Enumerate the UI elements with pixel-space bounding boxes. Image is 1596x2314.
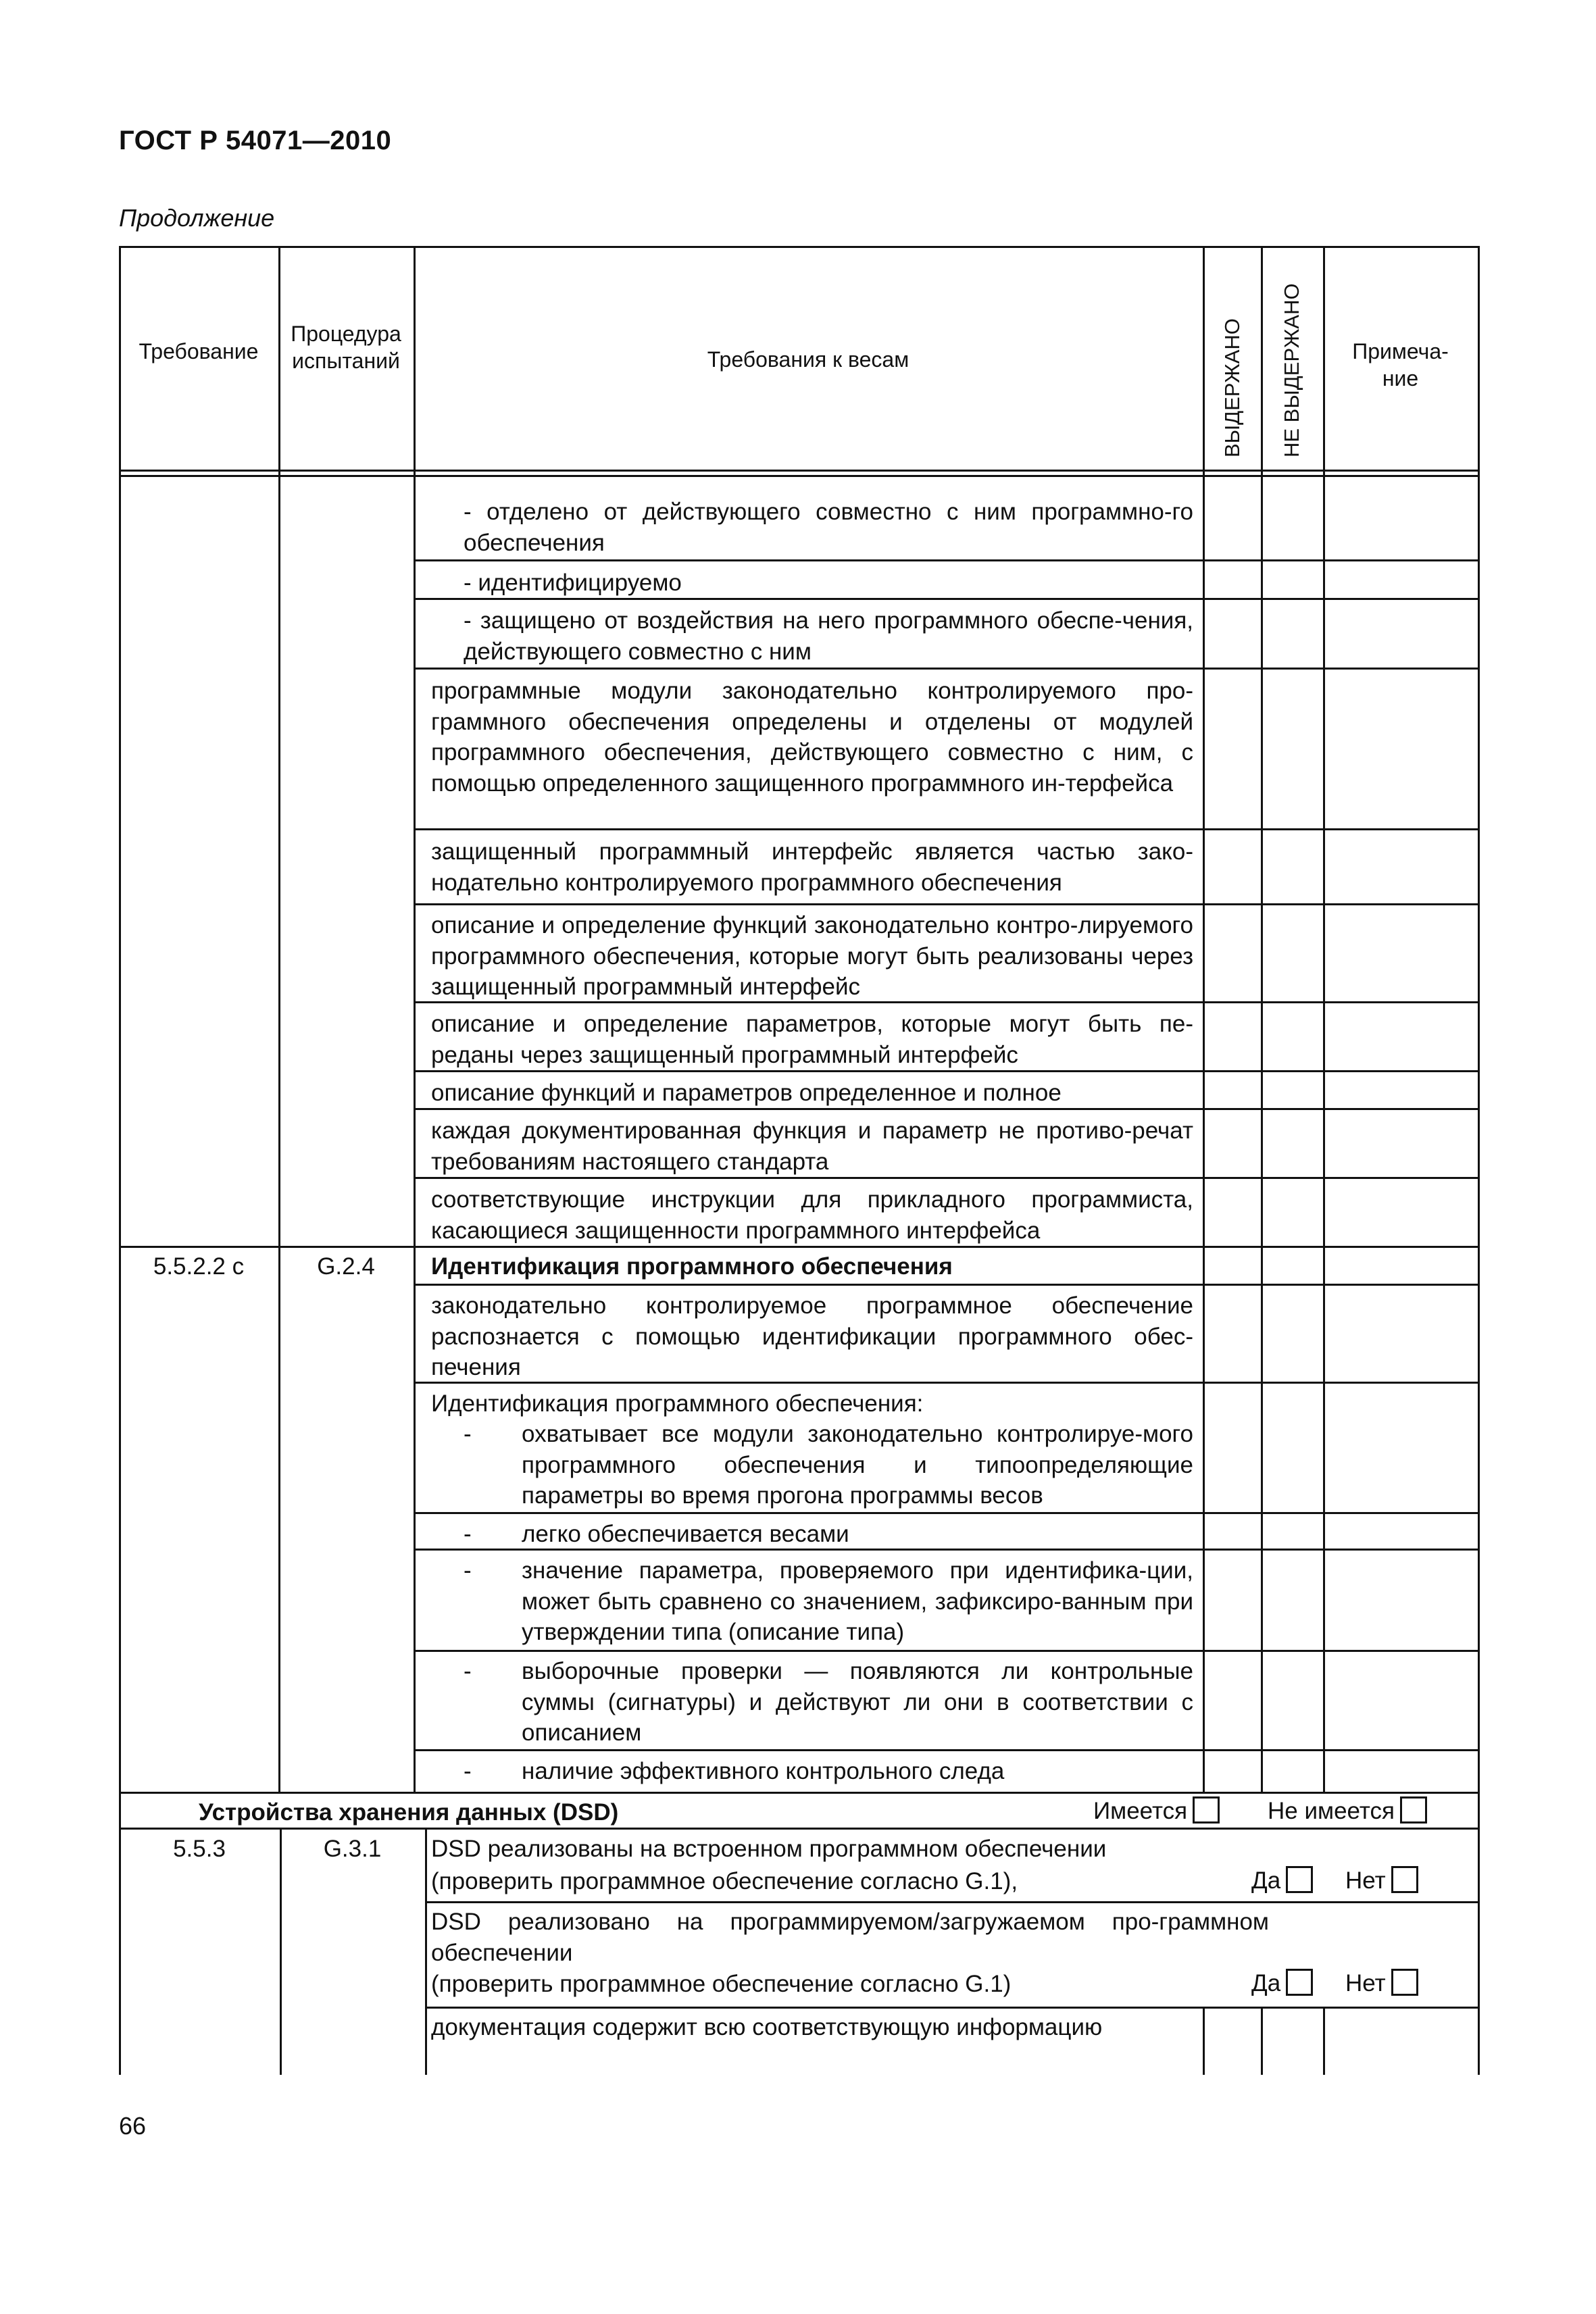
yes-option[interactable] bbox=[1251, 1969, 1313, 1997]
requirement-text: - отделено от действующего совместно с ним программно-го обеспечения bbox=[464, 499, 1193, 556]
row-rule bbox=[414, 559, 1480, 561]
row-rule bbox=[414, 1749, 1480, 1751]
row-rule bbox=[425, 2007, 1480, 2009]
dsd-have-checkbox[interactable] bbox=[1193, 1796, 1220, 1823]
requirement-text: охватывает все модули законодательно контролируе-мого программного обеспечения и типоопределяющие параметры во время прогона программы весов bbox=[522, 1421, 1193, 1509]
section-title: Идентификация программного обеспечения bbox=[431, 1253, 953, 1280]
dsd-have-option[interactable] bbox=[1093, 1796, 1220, 1825]
dsd-not-have-label: Не имеется bbox=[1268, 1798, 1395, 1824]
row-rule bbox=[414, 828, 1480, 830]
col-header-note-line2: ние bbox=[1382, 366, 1419, 391]
row-rule bbox=[414, 1070, 1480, 1072]
requirement-text: соответствующие инструкции для прикладного программиста, касающиеся защищенности программного интерфейса bbox=[431, 1186, 1193, 1244]
no-option[interactable] bbox=[1345, 1969, 1418, 1997]
requirement-text: (проверить программное обеспечение согласно G.1), bbox=[431, 1868, 1018, 1894]
requirement-text: защищенный программный интерфейс является частью зако-нодательно контролируемого программного обеспечения bbox=[431, 838, 1193, 896]
yes-label: Да bbox=[1251, 1867, 1281, 1894]
dsd-section-title: Устройства хранения данных (DSD) bbox=[199, 1799, 619, 1826]
no-option[interactable] bbox=[1345, 1866, 1418, 1894]
requirement-text: Идентификация программного обеспечения: bbox=[431, 1390, 924, 1417]
procedure-number: G.2.4 bbox=[317, 1253, 375, 1280]
row-rule bbox=[119, 1828, 1480, 1830]
no-label: Нет bbox=[1345, 1970, 1386, 1996]
requirement-text: - идентифицируемо bbox=[464, 570, 682, 596]
row-rule bbox=[414, 1650, 1480, 1652]
col-header-requirement: Требование bbox=[139, 339, 259, 363]
requirement-text: DSD реализованы на встроенном программном обеспечении bbox=[431, 1836, 1107, 1862]
requirement-number: 5.5.3 bbox=[173, 1836, 226, 1862]
header-rule-2 bbox=[119, 475, 1480, 477]
row-rule bbox=[425, 1901, 1480, 1903]
yes-checkbox[interactable] bbox=[1286, 1969, 1313, 1996]
col-header-procedure-line2: испытаний bbox=[292, 349, 400, 373]
row-rule bbox=[414, 668, 1480, 670]
col-divider-1 bbox=[278, 246, 280, 1792]
col-divider-3b bbox=[1203, 2008, 1205, 2075]
yes-checkbox[interactable] bbox=[1286, 1866, 1313, 1893]
col-header-scale-requirements: Требования к весам bbox=[707, 347, 909, 372]
col-divider-2b bbox=[425, 1828, 427, 2075]
col-divider-5 bbox=[1323, 246, 1325, 1792]
dsd-not-have-option[interactable] bbox=[1268, 1796, 1427, 1825]
dash-mark: - bbox=[464, 1421, 472, 1447]
yes-option[interactable] bbox=[1251, 1866, 1313, 1894]
requirement-text: (проверить программное обеспечение согласно G.1) bbox=[431, 1971, 1012, 1997]
dsd-not-have-checkbox[interactable] bbox=[1400, 1796, 1427, 1823]
col-header-procedure bbox=[278, 320, 414, 374]
requirement-text: документация содержит всю соответствующую информацию bbox=[431, 2014, 1103, 2040]
row-rule bbox=[414, 1512, 1480, 1514]
col-divider-1b bbox=[280, 1828, 282, 2075]
col-header-passed: ВЫДЕРЖАНО bbox=[1220, 318, 1244, 457]
col-divider-4 bbox=[1261, 246, 1263, 1792]
col-header-not-passed: НЕ ВЫДЕРЖАНО bbox=[1280, 283, 1303, 457]
requirement-text: каждая документированная функция и параметр не противо-речат требованиям настоящего стандарта bbox=[431, 1117, 1193, 1175]
requirement-text: описание и определение функций законодательно контро-лируемого программного обеспечения, которые могут быть реализованы через защищенный программный интерфейс bbox=[431, 912, 1193, 1000]
col-divider-2 bbox=[414, 246, 416, 1792]
requirement-text: выборочные проверки — появляются ли контрольные суммы (сигнатуры) и действуют ли они в соответствии с описанием bbox=[522, 1658, 1193, 1746]
col-divider-3 bbox=[1203, 246, 1205, 1792]
col-divider-5b bbox=[1323, 2008, 1325, 2075]
dash-mark: - bbox=[464, 1758, 472, 1784]
no-checkbox[interactable] bbox=[1391, 1969, 1418, 1996]
header-rule-1 bbox=[119, 470, 1480, 472]
col-divider-4b bbox=[1261, 2008, 1263, 2075]
col-header-note-line1: Примеча- bbox=[1352, 339, 1449, 363]
doc-title: ГОСТ Р 54071—2010 bbox=[119, 126, 392, 155]
dash-mark: - bbox=[464, 1557, 472, 1584]
col-header-procedure-line1: Процедура bbox=[291, 322, 401, 346]
row-rule bbox=[414, 1177, 1480, 1179]
requirement-text: программные модули законодательно контролируемого про-граммного обеспечения определены и отделены от модулей программного обеспечения, действующего совместно с ним, с помощью определенного защищенного программного ин-терфейса bbox=[431, 678, 1193, 797]
dash-mark: - bbox=[464, 1521, 472, 1547]
dsd-have-label: Имеется bbox=[1093, 1798, 1188, 1824]
yes-label: Да bbox=[1251, 1970, 1281, 1996]
col-header-note bbox=[1323, 338, 1478, 392]
requirement-text: значение параметра, проверяемого при идентифика-ции, может быть сравнено со значением, зафиксиро-ванным при утверждении типа (описание типа) bbox=[522, 1557, 1193, 1645]
requirement-text: легко обеспечивается весами bbox=[522, 1521, 849, 1547]
row-rule bbox=[119, 1246, 1480, 1248]
requirement-text: наличие эффективного контрольного следа bbox=[522, 1758, 1005, 1784]
requirement-text: описание и определение параметров, которые могут быть пе-реданы через защищенный программный интерфейс bbox=[431, 1011, 1193, 1068]
requirements-table bbox=[119, 246, 1480, 2075]
requirement-text: описание функций и параметров определенное и полное bbox=[431, 1080, 1062, 1106]
requirement-number: 5.5.2.2 c bbox=[153, 1253, 245, 1280]
dash-mark: - bbox=[464, 1658, 472, 1684]
row-rule bbox=[414, 1284, 1480, 1286]
page-number: 66 bbox=[119, 2112, 147, 2140]
requirement-text: - защищено от воздействия на него программного обеспе-чения, действующего совместно с ним bbox=[464, 607, 1193, 665]
row-rule bbox=[414, 903, 1480, 905]
requirement-text: DSD реализовано на программируемом/загружаемом про-граммном обеспечении bbox=[431, 1909, 1269, 1966]
table-border-left bbox=[119, 246, 121, 2075]
table-border-right bbox=[1478, 246, 1480, 2075]
continuation-label: Продолжение bbox=[119, 204, 275, 232]
row-rule bbox=[119, 1792, 1480, 1794]
table-border-top bbox=[119, 246, 1480, 248]
no-label: Нет bbox=[1345, 1867, 1386, 1894]
no-checkbox[interactable] bbox=[1391, 1866, 1418, 1893]
procedure-number: G.3.1 bbox=[323, 1836, 382, 1862]
requirement-text: законодательно контролируемое программное обеспечение распознается с помощью идентификации программного обес-печения bbox=[431, 1292, 1193, 1380]
